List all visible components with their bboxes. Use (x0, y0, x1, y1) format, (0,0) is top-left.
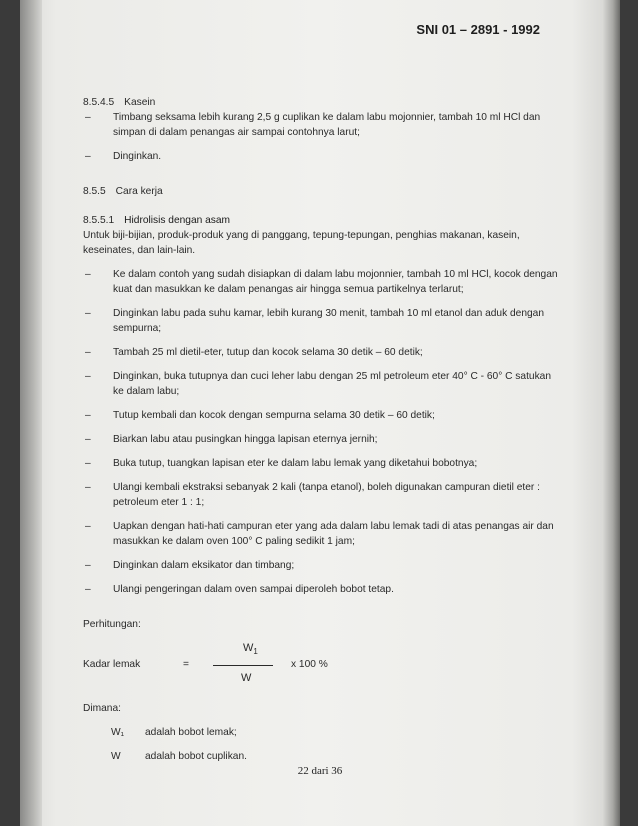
heading-number: 8.5.4.5 (83, 97, 115, 108)
list-item-text: Ke dalam contoh yang sudah disiapkan di dalam labu mojonnier, tambah 10 ml HCl, kocok dengan kuat dan masukkan ke dalam penangas air hingga semua partikelnya terlarut; (113, 269, 558, 295)
heading-title: Hidrolisis dengan asam (124, 215, 231, 226)
dash-marker: – (85, 584, 91, 595)
list-item (83, 432, 563, 447)
page-shadow-right (602, 0, 620, 826)
list-item (83, 519, 563, 549)
formula-multiplier: x 100 % (291, 659, 328, 670)
list-item (83, 558, 563, 573)
formula-label: Kadar lemak (83, 659, 141, 670)
list-item-text: Dinginkan dalam eksikator dan timbang; (113, 560, 295, 571)
list-item (83, 267, 563, 297)
definition-row (83, 749, 563, 764)
list-item (83, 110, 563, 140)
heading-kasein (83, 95, 563, 110)
formula-denominator: W (241, 672, 252, 684)
dash-marker: – (85, 458, 91, 469)
dash-marker: – (85, 308, 91, 319)
list-item (83, 306, 563, 336)
dash-marker: – (85, 371, 91, 382)
list-item (83, 149, 563, 164)
fat-content-formula (83, 641, 563, 687)
list-item-text: Tutup kembali dan kocok dengan sempurna selama 30 detik – 60 detik; (113, 410, 435, 421)
numerator-subscript: 1 (253, 647, 258, 657)
list-item (83, 408, 563, 423)
document-code: SNI 01 – 2891 - 1992 (416, 22, 540, 37)
calculation-label: Perhitungan: (83, 619, 141, 630)
list-item-text: Biarkan labu atau pusingkan hingga lapisan eternya jernih; (113, 434, 378, 445)
dash-marker: – (85, 560, 91, 571)
dash-marker: – (85, 151, 91, 162)
list-item-text: Buka tutup, tuangkan lapisan eter ke dalam labu lemak yang diketahui bobotnya; (113, 458, 478, 469)
list-item-text: Uapkan dengan hati-hati campuran eter yang ada dalam labu lemak tadi di atas penangas air dan masukkan ke dalam oven 100° C paling sedikit 1 jam; (113, 521, 554, 547)
list-item-text: Ulangi pengeringan dalam oven sampai diperoleh bobot tetap. (113, 584, 394, 595)
formula-numerator (243, 641, 258, 659)
definition-text: adalah bobot cuplikan. (145, 751, 247, 762)
definition-row (83, 725, 563, 740)
heading-number: 8.5.5.1 (83, 215, 115, 226)
list-item-text: Dinginkan labu pada suhu kamar, lebih kurang 30 menit, tambah 10 ml etanol dan aduk dengan sempurna; (113, 308, 544, 334)
heading-title: Cara kerja (115, 186, 163, 197)
page-shadow-left (20, 0, 42, 826)
list-item-text: Dinginkan, buka tutupnya dan cuci leher labu dengan 25 ml petroleum eter 40° C - 60° C satukan ke dalam labu; (113, 371, 551, 397)
list-item-text: Tambah 25 ml dietil-eter, tutup dan kocok selama 30 detik – 60 detik; (113, 347, 423, 358)
heading-hidrolisis (83, 213, 563, 228)
list-item (83, 345, 563, 360)
page-number: 22 dari 36 (297, 765, 343, 777)
where-label: Dimana: (83, 703, 121, 714)
dash-marker: – (85, 521, 91, 532)
heading-cara-kerja (83, 184, 563, 199)
fraction-bar (213, 665, 273, 666)
dash-marker: – (85, 482, 91, 493)
formula-equals: = (183, 659, 189, 670)
list-item-text: Dinginkan. (113, 151, 162, 162)
definition-symbol: W₁ (111, 727, 125, 738)
heading-number: 8.5.5 (83, 186, 106, 197)
heading-title: Kasein (124, 97, 156, 108)
dash-marker: – (85, 434, 91, 445)
document-page (20, 0, 620, 826)
list-item (83, 480, 563, 510)
list-item (83, 582, 563, 597)
document-body (83, 95, 563, 764)
dash-marker: – (85, 410, 91, 421)
definition-symbol: W (111, 751, 121, 762)
definition-text: adalah bobot lemak; (145, 727, 237, 738)
list-item-text: Ulangi kembali ekstraksi sebanyak 2 kali (tanpa etanol), boleh digunakan campuran dietil eter : petroleum eter 1 : 1; (113, 482, 540, 508)
dash-marker: – (85, 112, 91, 123)
dash-marker: – (85, 269, 91, 280)
list-item (83, 456, 563, 471)
list-item-text: Timbang seksama lebih kurang 2,5 g cuplikan ke dalam labu mojonnier, tambah 10 ml HCl dan simpan di dalam penangas air sampai contohnya larut; (113, 112, 541, 138)
dash-marker: – (85, 347, 91, 358)
numerator-symbol: W (243, 642, 254, 654)
intro-paragraph: Untuk biji-bijian, produk-produk yang di panggang, tepung-tepungan, penghias makanan, kasein, keseinates, dan lain-lain. (83, 230, 520, 256)
list-item (83, 369, 563, 399)
